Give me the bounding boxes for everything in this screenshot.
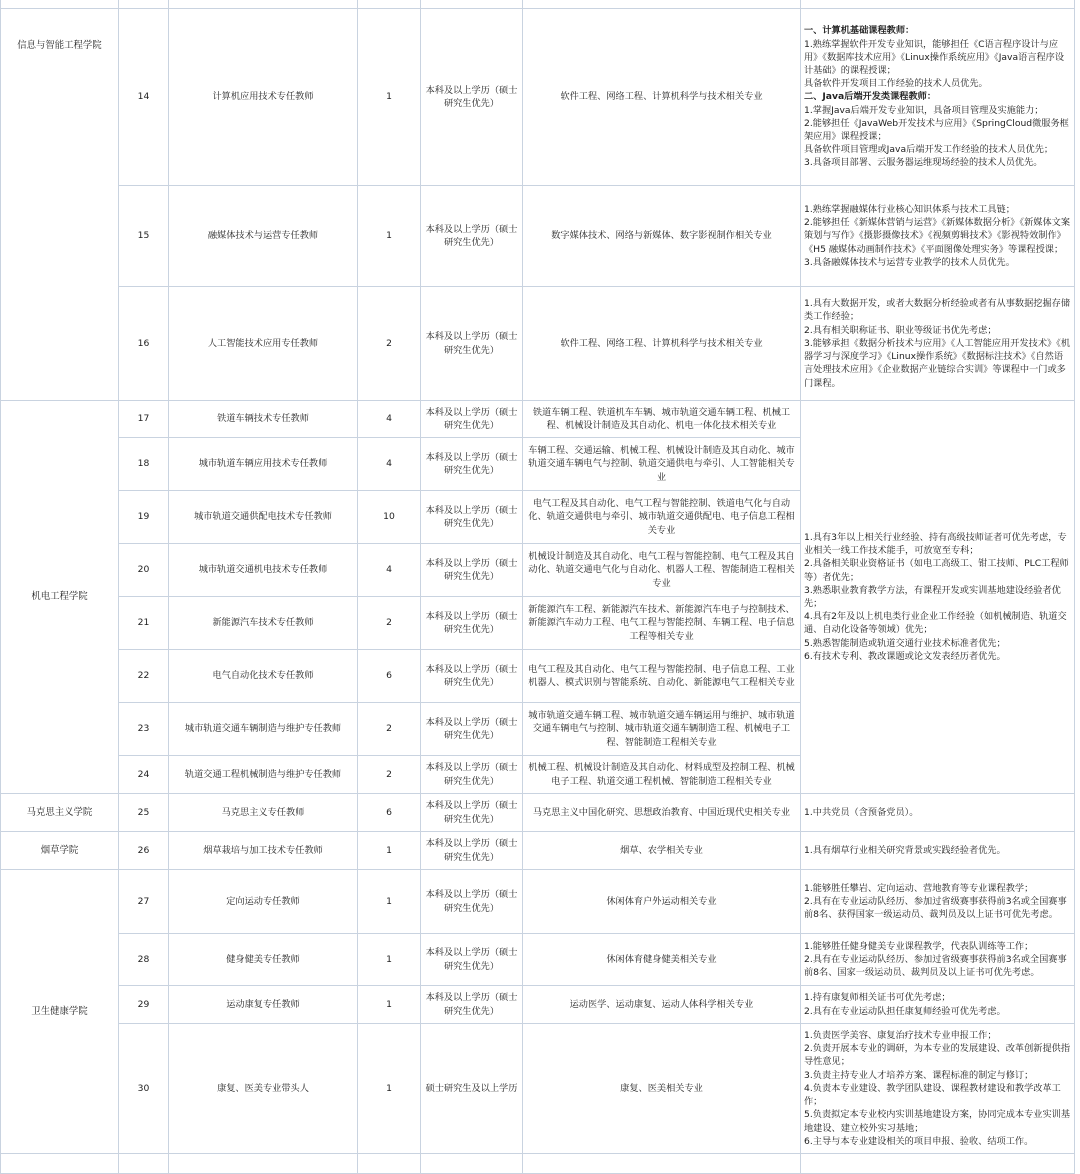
req-line: 2.具有在专业运动队经历、参加过省级赛事获得前3名或全国赛事前8名、获得国家一级运动员、裁判员及以上证书可优先考虑。 [804, 895, 1067, 921]
headcount: 2 [358, 597, 421, 650]
req-line: 2.具有相关职称证书、职业等级证书优先考虑； [804, 324, 997, 336]
education: 本科及以上学历（硕士研究生优先） [421, 186, 523, 287]
major: 康复、医美相关专业 [523, 1024, 801, 1154]
major: 机械设计制造及其自动化、电气工程与智能控制、电气工程及其自动化、轨道交通电气化与自动化、机器人工程、智能制造工程相关专业 [523, 544, 801, 597]
education: 本科及以上学历（硕士研究生优先） [421, 703, 523, 756]
education: 本科及以上学历（硕士研究生优先） [421, 934, 523, 986]
college-cell: 烟草学院 [1, 832, 119, 870]
major: 新能源汽车工程、新能源汽车技术、新能源汽车电子与控制技术、新能源汽车动力工程、电气工程与智能控制、车辆工程、电子信息工程等相关专业 [523, 597, 801, 650]
req-line: 3.能够承担《数据分析技术与应用》《人工智能应用开发技术》《机器学习与深度学习》《Linux操作系统》《数据标注技术》《自然语言处理技术应用》《企业数据产业链综合实训》等课程中一门或多门课程。 [804, 337, 1071, 389]
row-number: 26 [119, 832, 169, 870]
post-name: 城市轨道交通机电技术专任教师 [169, 544, 358, 597]
req-line: 3.负责主持专业人才培养方案、课程标准的制定与修订； [804, 1069, 1034, 1081]
education: 本科及以上学历（硕士研究生优先） [421, 870, 523, 934]
post-name: 城市轨道交通车辆制造与维护专任教师 [169, 703, 358, 756]
req-line: 3.熟悉职业教育教学方法，有课程开发或实训基地建设经验者优先； [804, 584, 1061, 609]
req-line: 1.掌握Java后端开发专业知识，具备项目管理及实施能力； [804, 104, 1044, 116]
requirements-shared [801, 401, 1075, 794]
post-name: 城市轨道交通供配电技术专任教师 [169, 491, 358, 544]
post-name: 计算机应用技术专任教师 [169, 9, 358, 186]
cell-empty [1, 0, 119, 9]
post-name: 定向运动专任教师 [169, 870, 358, 934]
cell-empty [119, 0, 169, 9]
education: 本科及以上学历（硕士研究生优先） [421, 401, 523, 438]
row-number: 20 [119, 544, 169, 597]
table-row [1, 287, 1075, 401]
major: 机械工程、机械设计制造及其自动化、材料成型及控制工程、机械电子工程、轨道交通工程机械、智能制造工程相关专业 [523, 756, 801, 794]
row-number: 18 [119, 438, 169, 491]
major: 电气工程及其自动化、电气工程与智能控制、铁道电气化与自动化、轨道交通供电与牵引、城市轨道交通供配电、电子信息工程相关专业 [523, 491, 801, 544]
row-number: 19 [119, 491, 169, 544]
row-number: 23 [119, 703, 169, 756]
headcount: 1 [358, 186, 421, 287]
req-line: 1.负责医学美容、康复治疗技术专业申报工作； [804, 1030, 997, 1042]
requirements [801, 287, 1075, 401]
req-line: 5.负责拟定本专业校内实训基地建设方案，协同完成本专业实训基地建设、建立校外实习基地； [804, 1109, 1071, 1134]
education: 本科及以上学历（硕士研究生优先） [421, 756, 523, 794]
cell-empty [801, 0, 1075, 9]
headcount: 1 [358, 1024, 421, 1154]
headcount: 6 [358, 650, 421, 703]
row-number: 22 [119, 650, 169, 703]
req-line: 3.具备项目部署、云服务器运维现场经验的技术人员优先。 [804, 157, 1043, 169]
row-number: 25 [119, 794, 169, 832]
education: 本科及以上学历（硕士研究生优先） [421, 986, 523, 1024]
headcount: 4 [358, 438, 421, 491]
education: 硕士研究生及以上学历 [421, 1024, 523, 1154]
post-name: 融媒体技术与运营专任教师 [169, 186, 358, 287]
major: 休闲体育健身健美相关专业 [523, 934, 801, 986]
req-line: 4.负责本专业建设、教学团队建设、课程教材建设和教学改革工作； [804, 1082, 1061, 1108]
req-line: 2.负责开展本专业的调研，为本专业的发展建设、改革创新提供指导性意见； [804, 1043, 1071, 1068]
education: 本科及以上学历（硕士研究生优先） [421, 287, 523, 401]
major: 运动医学、运动康复、运动人体科学相关专业 [523, 986, 801, 1024]
req-line: 1.持有康复师相关证书可优先考虑； [804, 992, 951, 1004]
post-name: 铁道车辆技术专任教师 [169, 401, 358, 438]
req-line: 2.具有在专业运动队经历、参加过省级赛事获得前3名或全国赛事前8名、国家一级运动员、裁判员及以上证书可优先考虑。 [804, 953, 1067, 979]
major: 车辆工程、交通运输、机械工程、机械设计制造及其自动化、城市轨道交通车辆电气与控制、轨道交通供电与牵引、人工智能相关专业 [523, 438, 801, 491]
req-line: 1.具有3年以上相关行业经验、持有高级技师证者可优先考虑，专业相关一线工作技术能手，可放宽至专科； [804, 531, 1067, 557]
post-name: 人工智能技术应用专任教师 [169, 287, 358, 401]
major: 电气工程及其自动化、电气工程与智能控制、电子信息工程、工业机器人、模式识别与智能系统、自动化、新能源电气工程相关专业 [523, 650, 801, 703]
headcount: 2 [358, 703, 421, 756]
req-line: 3.具备融媒体技术与运营专业教学的技术人员优先。 [804, 256, 1015, 268]
req-line: 1.熟练掌握融媒体行业核心知识体系与技术工具链； [804, 203, 1015, 215]
post-name: 马克思主义专任教师 [169, 794, 358, 832]
row-number: 16 [119, 287, 169, 401]
major: 软件工程、网络工程、计算机科学与技术相关专业 [523, 287, 801, 401]
major: 休闲体育户外运动相关专业 [523, 870, 801, 934]
table-row [1, 794, 1075, 832]
row-number: 29 [119, 986, 169, 1024]
headcount: 2 [358, 756, 421, 794]
table-row [1, 9, 1075, 186]
req-line: 具备软件项目管理或Java后端开发工作经验的技术人员优先； [804, 144, 1054, 156]
row-number: 27 [119, 870, 169, 934]
headcount: 1 [358, 9, 421, 186]
major: 数字媒体技术、网络与新媒体、数字影视制作相关专业 [523, 186, 801, 287]
headcount: 1 [358, 986, 421, 1024]
headcount: 4 [358, 401, 421, 438]
major: 城市轨道交通车辆工程、城市轨道交通车辆运用与维护、城市轨道交通车辆电气与控制、城市轨道交通车辆制造工程、机械电子工程、智能制造工程相关专业 [523, 703, 801, 756]
req-line: 1.中共党员（含预备党员）。 [804, 806, 919, 818]
requirements [801, 986, 1075, 1024]
req-line: 2.能够担任《JavaWeb开发技术与应用》《SpringCloud微服务框架应用》课程授课； [804, 117, 1069, 142]
req-line: 二、Java后端开发类课程教师： [804, 91, 937, 103]
table-row [1, 186, 1075, 287]
row-number: 30 [119, 1024, 169, 1154]
table-row [1, 832, 1075, 870]
req-line: 一、计算机基础课程教师： [804, 25, 915, 37]
post-name: 健身健美专任教师 [169, 934, 358, 986]
requirements [801, 870, 1075, 934]
headcount: 1 [358, 870, 421, 934]
req-line: 2.能够担任《新媒体营销与运营》《新媒体数据分析》《新媒体文案策划与写作》《摄影摄像技术》《视频剪辑技术》《影视特效制作》《H5 融媒体动画制作技术》《平面图像处理实务》等课程授课； [804, 217, 1071, 255]
headcount: 4 [358, 544, 421, 597]
cell-empty [358, 0, 421, 9]
req-line: 2.具有在专业运动队担任康复师经验可优先考虑。 [804, 1005, 1006, 1017]
requirements [801, 9, 1075, 186]
college-cell: 机电工程学院 [1, 401, 119, 794]
req-line: 1.熟练掌握软件开发专业知识，能够担任《C语言程序设计与应用》《数据库技术应用》《Linux操作系统应用》《Java语言程序设计基础》的课程授课； [804, 38, 1065, 76]
row-number: 14 [119, 9, 169, 186]
headcount: 10 [358, 491, 421, 544]
education: 本科及以上学历（硕士研究生优先） [421, 491, 523, 544]
cell-empty [169, 0, 358, 9]
req-line: 1.能够胜任攀岩、定向运动、营地教育等专业课程教学； [804, 882, 1034, 894]
education: 本科及以上学历（硕士研究生优先） [421, 438, 523, 491]
post-name: 烟草栽培与加工技术专任教师 [169, 832, 358, 870]
post-name: 轨道交通工程机械制造与维护专任教师 [169, 756, 358, 794]
table-row [1, 934, 1075, 986]
education: 本科及以上学历（硕士研究生优先） [421, 597, 523, 650]
req-line: 1.能够胜任健身健美专业课程教学，代表队训练等工作； [804, 940, 1034, 952]
college-cell: 马克思主义学院 [1, 794, 119, 832]
row-number: 24 [119, 756, 169, 794]
req-line: 1.具有大数据开发，或者大数据分析经验或者有从事数据挖掘存储类工作经验； [804, 298, 1071, 323]
row-number: 21 [119, 597, 169, 650]
req-line: 1.具有烟草行业相关研究背景或实践经验者优先。 [804, 844, 1006, 856]
post-name: 新能源汽车技术专任教师 [169, 597, 358, 650]
post-name: 运动康复专任教师 [169, 986, 358, 1024]
req-line: 4.具有2年及以上机电类行业企业工作经验（如机械制造、轨道交通、自动化设备等领域）优先； [804, 611, 1067, 636]
education: 本科及以上学历（硕士研究生优先） [421, 544, 523, 597]
cell-empty [421, 0, 523, 9]
req-line: 具备软件开发项目工作经验的技术人员优先。 [804, 78, 988, 90]
college-cell: 卫生健康学院 [1, 870, 119, 1154]
post-name: 城市轨道车辆应用技术专任教师 [169, 438, 358, 491]
requirements [801, 934, 1075, 986]
headcount: 1 [358, 934, 421, 986]
major: 烟草、农学相关专业 [523, 832, 801, 870]
major: 软件工程、网络工程、计算机科学与技术相关专业 [523, 9, 801, 186]
education: 本科及以上学历（硕士研究生优先） [421, 794, 523, 832]
table-row [1, 870, 1075, 934]
req-line: 5.熟悉智能制造或轨道交通行业技术标准者优先； [804, 637, 1006, 649]
row-number: 15 [119, 186, 169, 287]
headcount: 1 [358, 832, 421, 870]
requirements [801, 832, 1075, 870]
major: 马克思主义中国化研究、思想政治教育、中国近现代史相关专业 [523, 794, 801, 832]
post-name: 电气自动化技术专任教师 [169, 650, 358, 703]
requirements [801, 1024, 1075, 1154]
cell-empty [523, 0, 801, 9]
req-line: 6.主导与本专业建设相关的项目申报、验收、结项工作。 [804, 1135, 1034, 1147]
headcount: 2 [358, 287, 421, 401]
table-row [1, 1024, 1075, 1154]
education: 本科及以上学历（硕士研究生优先） [421, 9, 523, 186]
post-name: 康复、医美专业带头人 [169, 1024, 358, 1154]
headcount: 6 [358, 794, 421, 832]
req-line: 2.具备相关职业资格证书（如电工高级工、钳工技师、PLC工程师等）者优先； [804, 558, 1069, 583]
major: 铁道车辆工程、铁道机车车辆、城市轨道交通车辆工程、机械工程、机械设计制造及其自动化、机电一体化技术相关专业 [523, 401, 801, 438]
college-cell: 信息与智能工程学院 [1, 9, 119, 401]
table-row [1, 401, 1075, 438]
row-number: 17 [119, 401, 169, 438]
requirements [801, 794, 1075, 832]
requirements [801, 186, 1075, 287]
req-line: 6.有技术专利、教改课题或论文发表经历者优先。 [804, 650, 1006, 662]
education: 本科及以上学历（硕士研究生优先） [421, 650, 523, 703]
table-row [1, 986, 1075, 1024]
row-number: 28 [119, 934, 169, 986]
table-row-partial-top [1, 0, 1075, 9]
education: 本科及以上学历（硕士研究生优先） [421, 832, 523, 870]
